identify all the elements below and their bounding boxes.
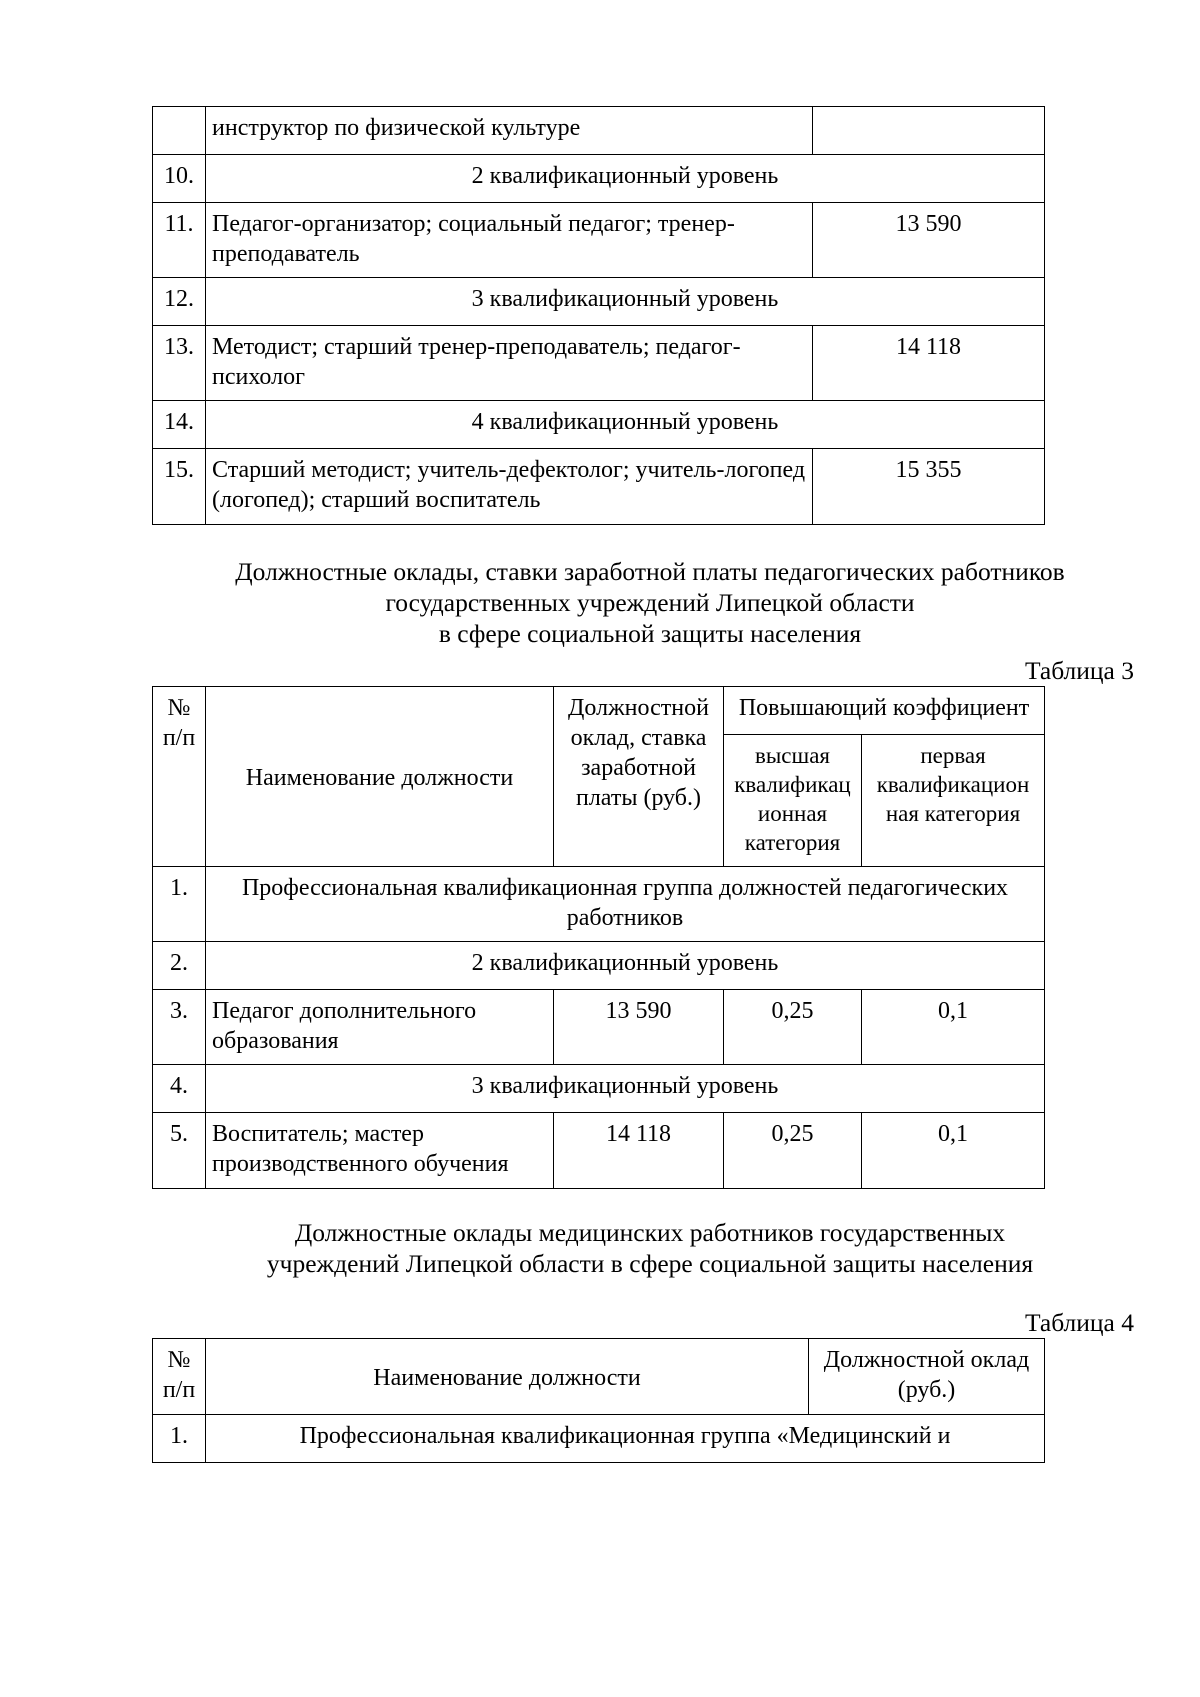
group-title: Профессиональная квалификационная группа должностей педагогических работников	[206, 867, 1045, 942]
row-number: 10.	[153, 155, 206, 203]
table-4	[152, 1338, 1045, 1463]
position-name: Воспитатель; мастер производственного обучения	[206, 1113, 554, 1189]
table-row	[153, 867, 1045, 942]
section3-heading	[150, 556, 1150, 649]
table-3	[152, 686, 1045, 1189]
salary-cell	[813, 107, 1045, 155]
salary-cell: 15 355	[813, 449, 1045, 525]
table-row	[153, 990, 1045, 1065]
heading-line: государственных учреждений Липецкой области	[385, 588, 915, 617]
header-number: № п/п	[153, 1339, 206, 1415]
table-header-row	[153, 687, 1045, 735]
row-number: 15.	[153, 449, 206, 525]
table-row	[153, 203, 1045, 278]
heading-line: Должностные оклады, ставки заработной платы педагогических работников	[235, 557, 1065, 586]
row-number: 4.	[153, 1065, 206, 1113]
qualification-level: 3 квалификационный уровень	[206, 1065, 1045, 1113]
row-number: 11.	[153, 203, 206, 278]
table-row	[153, 155, 1045, 203]
header-coefficient: Повышающий коэффициент	[724, 687, 1045, 735]
qualification-level: 4 квалификационный уровень	[206, 401, 1045, 449]
group-title: Профессиональная квалификационная группа «Медицинский и	[206, 1415, 1045, 1463]
row-number: 12.	[153, 278, 206, 326]
position-name: Методист; старший тренер-преподаватель; педагог-психолог	[206, 326, 813, 401]
row-number	[153, 107, 206, 155]
header-salary: Должностной оклад (руб.)	[809, 1339, 1045, 1415]
header-coef-highest: высшая квалификац ионная категория	[724, 735, 862, 867]
salary-cell: 13 590	[813, 203, 1045, 278]
salary-table-continued	[152, 106, 1045, 525]
row-number: 3.	[153, 990, 206, 1065]
table-row	[153, 1113, 1045, 1189]
header-number: № п/п	[153, 687, 206, 867]
heading-line: в сфере социальной защиты населения	[438, 619, 862, 648]
row-number: 1.	[153, 1415, 206, 1463]
coef-first-cell: 0,1	[862, 1113, 1045, 1189]
qualification-level: 2 квалификационный уровень	[206, 155, 1045, 203]
row-number: 14.	[153, 401, 206, 449]
coef-first-cell: 0,1	[862, 990, 1045, 1065]
salary-cell: 14 118	[554, 1113, 724, 1189]
table-row	[153, 326, 1045, 401]
header-salary: Должностной оклад, ставка заработной платы (руб.)	[554, 687, 724, 867]
heading-line: Должностные оклады медицинских работников государственных	[294, 1218, 1006, 1247]
table4-caption: Таблица 4	[1024, 1308, 1134, 1337]
qualification-level: 3 квалификационный уровень	[206, 278, 1045, 326]
salary-cell: 14 118	[813, 326, 1045, 401]
position-name: Педагог-организатор; социальный педагог; тренер-преподаватель	[206, 203, 813, 278]
salary-cell: 13 590	[554, 990, 724, 1065]
header-position-name: Наименование должности	[206, 1339, 809, 1415]
header-coef-first: первая квалификацион ная категория	[862, 735, 1045, 867]
qualification-level: 2 квалификационный уровень	[206, 942, 1045, 990]
section4-heading	[150, 1217, 1150, 1279]
row-number: 5.	[153, 1113, 206, 1189]
position-name: Педагог дополнительного образования	[206, 990, 554, 1065]
row-number: 13.	[153, 326, 206, 401]
row-number: 2.	[153, 942, 206, 990]
table-row	[153, 1415, 1045, 1463]
coef-highest-cell: 0,25	[724, 990, 862, 1065]
table-row	[153, 401, 1045, 449]
coef-highest-cell: 0,25	[724, 1113, 862, 1189]
table3-caption: Таблица 3	[1024, 656, 1134, 685]
table-row	[153, 449, 1045, 525]
header-position-name: Наименование должности	[206, 687, 554, 867]
table-row	[153, 107, 1045, 155]
position-name: инструктор по физической культуре	[206, 107, 813, 155]
heading-line: учреждений Липецкой области в сфере социальной защиты населения	[266, 1249, 1034, 1278]
table-header-row	[153, 1339, 1045, 1415]
table-row	[153, 1065, 1045, 1113]
row-number: 1.	[153, 867, 206, 942]
table-row	[153, 942, 1045, 990]
table-row	[153, 278, 1045, 326]
position-name: Старший методист; учитель-дефектолог; учитель-логопед (логопед); старший воспитатель	[206, 449, 813, 525]
